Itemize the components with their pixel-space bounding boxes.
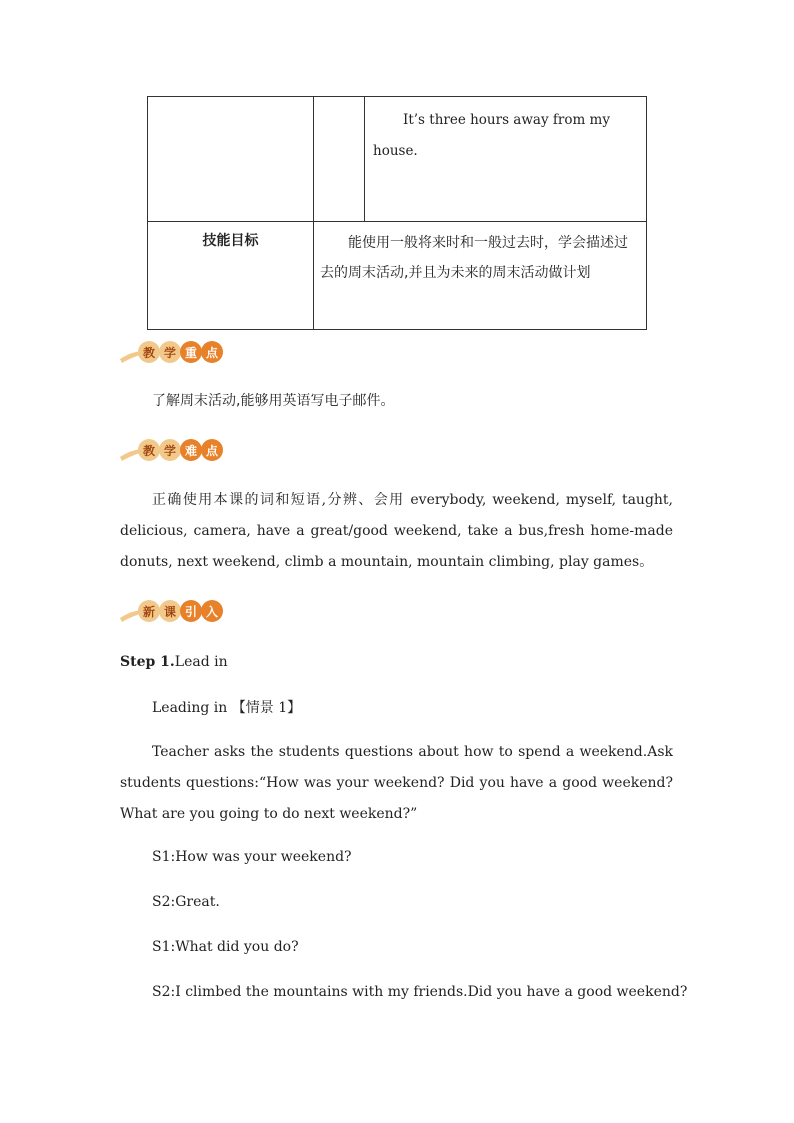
badge-char: 新: [138, 600, 160, 622]
skill-goal-label: 技能目标: [202, 233, 259, 249]
badge-char: 点: [201, 439, 223, 461]
sentence-line-2: house.: [373, 143, 418, 159]
difficulty-text: 正确使用本课的词和短语,分辨、会用 everybody, weekend, myself, taught, delicious, camera, have a great/good weekend, take a bus,fresh home-made donuts, next weekend, climb a mountain, mountain climbing, play games。: [120, 492, 673, 570]
step-title: Step 1.: [120, 654, 175, 670]
teaching-focus-badge: [118, 339, 228, 365]
badge-char: 难: [180, 439, 202, 461]
table-row: [148, 222, 647, 330]
table-cell-empty: [314, 97, 365, 222]
badge-char: 学: [159, 439, 181, 461]
focus-text: 了解周末活动,能够用英语写电子邮件。: [152, 393, 395, 409]
teacher-instructions: Teacher asks the students questions about how to spend a weekend.Ask students questions:“How was your weekend? Did you have a good weekend? What are you going to do next weekend?”: [120, 744, 673, 822]
table-cell-label: [148, 222, 314, 330]
skill-goal-text: 能使用一般将来时和一般过去时，学会描述过去的周末活动,并且为未来的周末活动做计划: [320, 235, 628, 281]
dialogue-line: S2:I climbed the mountains with my friends.Did you have a good weekend?: [152, 984, 688, 1000]
goals-table-grid: [147, 96, 647, 330]
badge-char: 教: [138, 439, 160, 461]
step-subtitle: Lead in: [174, 654, 228, 670]
badge-char: 点: [201, 341, 223, 363]
table-cell-sentence: [365, 97, 647, 222]
dialogue-line: S1:How was your weekend?: [152, 849, 352, 865]
badge-char: 教: [138, 341, 160, 363]
step-heading: [120, 654, 228, 670]
goals-table: [147, 96, 647, 329]
teaching-difficulty-badge: [118, 437, 228, 463]
badge-char: 引: [180, 600, 202, 622]
badge-char: 学: [159, 341, 181, 363]
table-cell-empty: [148, 97, 314, 222]
table-cell-skill: [314, 222, 647, 330]
badge-char: 课: [159, 600, 181, 622]
new-lesson-intro-badge: [118, 598, 228, 624]
dialogue-line: S1:What did you do?: [152, 939, 299, 955]
leading-in-line: Leading in 【情景 1】: [152, 700, 302, 716]
dialogue-line: S2:Great.: [152, 894, 220, 910]
sentence-line-1: It’s three hours away from my: [403, 112, 610, 128]
badge-char: 重: [180, 341, 202, 363]
badge-char: 入: [201, 600, 223, 622]
table-row: [148, 97, 647, 222]
